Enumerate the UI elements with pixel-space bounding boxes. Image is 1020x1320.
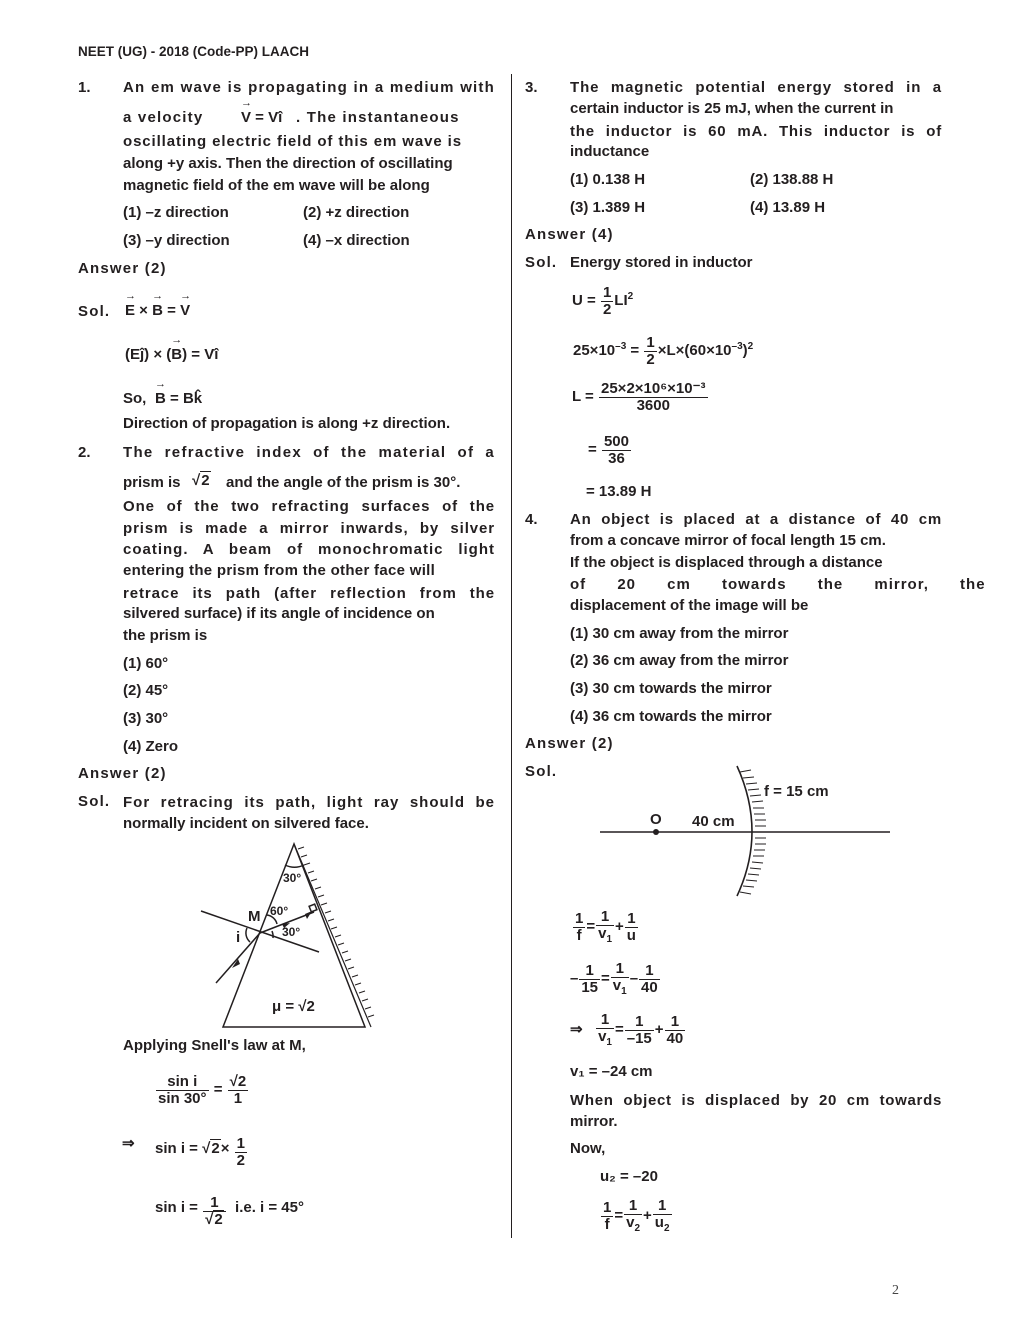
snell-equation: $\frac{\text{sin i}}{\sin 30^\circ}$ = $\frac{√2}{1}$ (158, 1073, 247, 1107)
option-2: (2) 45° (123, 682, 169, 699)
question-text: along +y axis. Then the direction of oscillating (123, 155, 453, 172)
mirror-substitution: – $\frac{1}{15}$ = $\frac{1}{v_1}$ – $\frac{1}{40}$ (570, 960, 658, 997)
solution-text: Applying Snell's law at M, (123, 1037, 306, 1054)
option-1: (1) 30 cm away from the mirror (570, 625, 789, 642)
option-4: (4) 13.89 H (750, 199, 826, 216)
option-3: (3) 30° (123, 710, 169, 727)
equation: → E × → B = → V (125, 303, 190, 318)
inductance-fraction: = $\frac{500}{36}$ (588, 433, 629, 467)
question-text: certain inductor is 25 mJ, when the current in (570, 100, 894, 117)
question-text: coating. A beam of monochromatic light (123, 541, 495, 558)
object-label: O (650, 811, 662, 828)
mirror-rearranged: ⇒ $\frac{1}{v_1}$ = $\frac{1}{-15}$ + $\frac{1}{40}$ (570, 1011, 684, 1048)
question-text: the prism is (123, 627, 208, 644)
option-4: (4) Zero (123, 738, 179, 755)
concave-mirror-diagram (595, 760, 895, 900)
question-text: from a concave mirror of focal length 15 cm. (570, 532, 886, 549)
root-two: √2 (192, 472, 210, 489)
question-text: inductance (570, 143, 650, 160)
column-divider (511, 74, 512, 1238)
question-text: retrace its path (after reflection from the (123, 585, 495, 602)
prism-diagram (190, 835, 390, 1035)
option-3: (3) –y direction (123, 232, 230, 249)
sin-result: sin i = $\frac{1}{√2}$ i.e. i = 45° (155, 1194, 304, 1228)
mirror-formula: $\frac{1}{f}$ = $\frac{1}{v_1}$ + $\frac{1}{u}$ (575, 908, 636, 945)
question-number: 3. (525, 79, 538, 96)
v1-result: v₁ = –24 cm (570, 1063, 653, 1080)
option-2: (2) 138.88 H (750, 171, 834, 188)
solution-text: When object is displaced by 20 cm towards (570, 1092, 942, 1109)
solution-text: normally incident on silvered face. (123, 815, 369, 832)
question-text: prism is made a mirror inwards, by silver (123, 520, 495, 537)
option-2: (2) +z direction (303, 204, 410, 221)
option-1: (1) –z direction (123, 204, 229, 221)
implies-arrow: ⇒ (122, 1135, 135, 1152)
option-4: (4) 36 cm towards the mirror (570, 708, 772, 725)
inductance-result: = 13.89 H (586, 483, 652, 500)
inductance-equation: L = $\frac{\text{25×2×10⁶×10⁻³}}{3600}$ (572, 380, 706, 414)
question-text: oscillating electric field of this em wave is (123, 133, 462, 150)
question-text: . The instantaneous (296, 109, 460, 126)
solution-text: For retracing its path, light ray should be (123, 794, 495, 811)
focal-length-label: f = 15 cm (764, 783, 829, 800)
question-text: magnetic field of the em wave will be along (123, 177, 430, 194)
energy-substitution: $25\times 10^{-3}$ = $\frac{1}{2}$ $\times L\times(60\times 10^{-3})^2$ (573, 334, 754, 368)
answer-label: Answer (4) (525, 226, 614, 243)
question-text: a velocity (123, 109, 204, 126)
mirror-formula-2: $\frac{1}{f}$ = $\frac{1}{v_2}$ + $\frac{1}{u_2}$ (603, 1197, 670, 1234)
equation: → B = Bk̂ (155, 391, 202, 406)
sin-equation: sin i = √2× $\frac{1}{2}$ (155, 1135, 245, 1169)
option-4: (4) –x direction (303, 232, 410, 249)
question-text: silvered surface) if its angle of incidence on (123, 605, 435, 622)
solution-text: So, (123, 390, 147, 407)
answer-label: Answer (2) (78, 260, 167, 277)
question-text: the inductor is 60 mA. This inductor is of (570, 123, 942, 140)
equation: (Eĵ) × (→ B) = Vî (125, 347, 218, 362)
option-1: (1) 60° (123, 655, 169, 672)
option-2: (2) 36 cm away from the mirror (570, 652, 789, 669)
question-text: displacement of the image will be (570, 597, 809, 614)
answer-label: Answer (2) (525, 735, 614, 752)
solution-text: Now, (570, 1140, 606, 1157)
distance-label: 40 cm (692, 813, 735, 830)
option-3: (3) 1.389 H (570, 199, 646, 216)
question-number: 1. (78, 79, 91, 96)
question-number: 4. (525, 511, 538, 528)
option-1: (1) 0.138 H (570, 171, 646, 188)
question-text: One of the two refracting surfaces of the (123, 498, 495, 515)
question-text: The refractive index of the material of a (123, 444, 495, 461)
solution-text: Direction of propagation is along +z direction. (123, 415, 451, 432)
question-text: of 20 cm towards the mirror, the (570, 576, 986, 593)
question-number: 2. (78, 444, 91, 461)
solution-label: Sol. (78, 303, 111, 320)
solution-text: Energy stored in inductor (570, 254, 753, 271)
answer-label: Answer (2) (78, 765, 167, 782)
question-text: The magnetic potential energy stored in a (570, 79, 942, 96)
svg-text:i: i (236, 929, 241, 946)
solution-label: Sol. (525, 763, 558, 780)
svg-text:60°: 60° (270, 904, 289, 918)
svg-text:μ = √2: μ = √2 (272, 998, 315, 1015)
question-text: prism is (123, 474, 181, 491)
u2-value: u₂ = –20 (600, 1168, 658, 1185)
solution-label: Sol. (525, 254, 558, 271)
page-header: NEET (UG) - 2018 (Code-PP) LAACH (78, 44, 310, 59)
page-number: 2 (892, 1283, 899, 1298)
svg-text:30°: 30° (283, 871, 302, 885)
question-text: entering the prism from the other face will (123, 562, 436, 579)
energy-formula: U = $\frac{1}{2}$ $LI^2$ (572, 284, 634, 318)
option-3: (3) 30 cm towards the mirror (570, 680, 772, 697)
question-text: An object is placed at a distance of 40 cm (570, 511, 942, 528)
solution-label: Sol. (78, 793, 111, 810)
question-text: and the angle of the prism is 30°. (226, 474, 461, 491)
svg-text:M: M (248, 908, 261, 925)
svg-text:30°: 30° (282, 925, 301, 939)
question-text: If the object is displaced through a distance (570, 554, 883, 571)
question-text: An em wave is propagating in a medium with (123, 79, 495, 96)
solution-text: mirror. (570, 1113, 618, 1130)
velocity-equation: → V = Vî (241, 110, 282, 125)
